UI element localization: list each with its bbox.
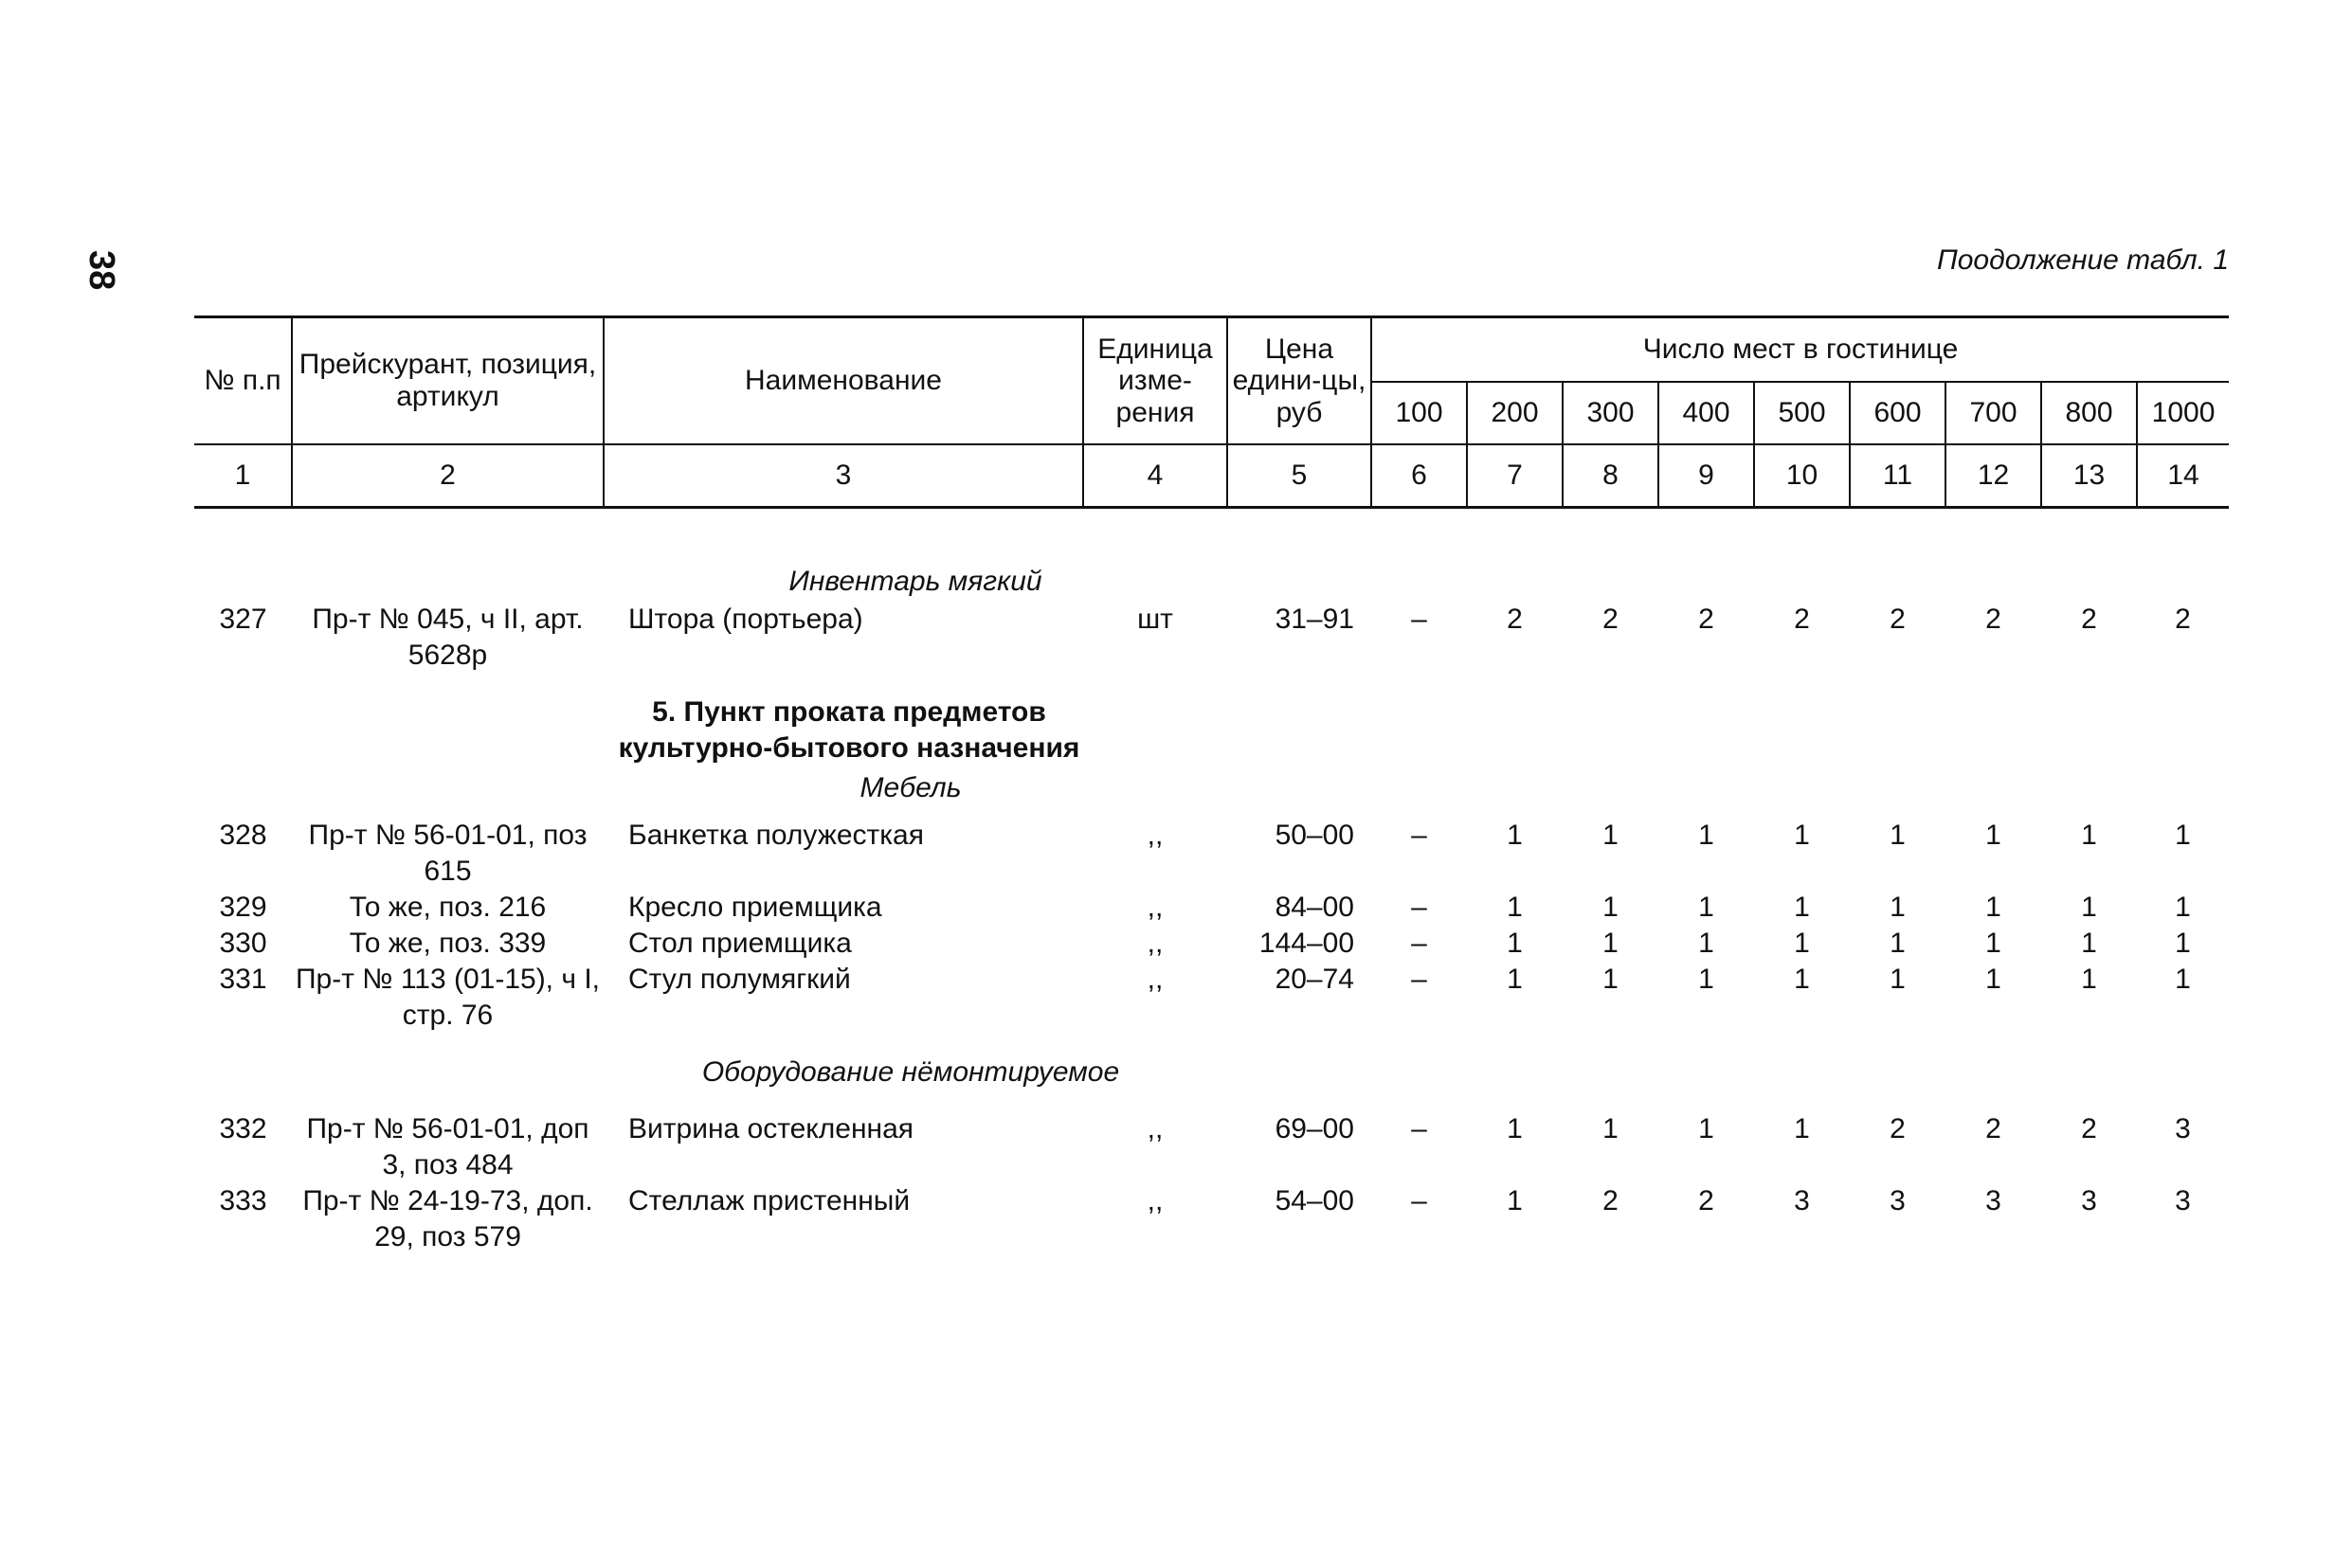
row-quantity: 3	[2175, 1113, 2191, 1144]
row-price-list-ref: Пр-т № 24-19-73, доп. 29, поз 579	[302, 1185, 593, 1253]
row-quantity: 1	[1890, 964, 1906, 995]
row-price: 54–00	[1275, 1185, 1354, 1217]
header-price-list: Прейскурант, позиция, артикул	[292, 317, 604, 445]
row-number: 327	[219, 604, 267, 635]
row-quantity: 1	[1602, 1113, 1619, 1144]
row-price-list-ref: Пр-т № 113 (01-15), ч I, стр. 76	[295, 964, 600, 1031]
row-quantity: 1	[1794, 928, 1810, 959]
header-capacity: 800	[2041, 382, 2137, 444]
column-number: 2	[292, 444, 604, 508]
row-price: 20–74	[1275, 964, 1354, 995]
row-quantity: 2	[1985, 604, 2001, 635]
row-unit: шт	[1137, 604, 1173, 635]
row-quantity: 1	[2175, 928, 2191, 959]
header-capacity: 100	[1371, 382, 1467, 444]
table-header	[194, 317, 2229, 508]
row-item-name: Штора (портьера)	[628, 604, 863, 635]
row-quantity: 1	[1794, 964, 1810, 995]
column-number: 4	[1083, 444, 1227, 508]
column-number: 11	[1850, 444, 1945, 508]
table-row	[194, 1111, 2229, 1183]
row-item-name: Витрина остекленная	[628, 1113, 914, 1144]
row-quantity: 1	[1602, 820, 1619, 851]
row-quantity: 1	[2175, 964, 2191, 995]
row-quantity: 2	[1698, 604, 1714, 635]
row-quantity: 1	[1985, 820, 2001, 851]
row-unit: ,,	[1147, 1113, 1164, 1144]
column-number: 6	[1371, 444, 1467, 508]
row-quantity: 1	[1794, 1113, 1810, 1144]
row-quantity: –	[1411, 964, 1427, 995]
column-number: 1	[194, 444, 292, 508]
row-item-name: Стул полумягкий	[628, 964, 851, 995]
row-quantity: –	[1411, 892, 1427, 923]
row-quantity: 3	[1985, 1185, 2001, 1217]
row-unit: ,,	[1147, 1185, 1164, 1217]
row-quantity: 2	[1794, 604, 1810, 635]
row-number: 329	[219, 892, 267, 923]
row-quantity: 1	[1985, 928, 2001, 959]
header-capacity: 600	[1850, 382, 1945, 444]
header-capacity: 1000	[2137, 382, 2229, 444]
table-row	[194, 818, 2229, 890]
column-number: 9	[1658, 444, 1754, 508]
row-quantity: 2	[1890, 1113, 1906, 1144]
row-unit: ,,	[1147, 964, 1164, 995]
row-quantity: 1	[1794, 820, 1810, 851]
section-heading-furniture: Мебель	[859, 772, 962, 803]
column-number: 14	[2137, 444, 2229, 508]
row-quantity: 2	[1602, 1185, 1619, 1217]
row-number: 332	[219, 1113, 267, 1144]
table-row	[194, 962, 2229, 1034]
row-quantity: 1	[2081, 820, 2097, 851]
table-row	[194, 926, 2229, 962]
row-price: 31–91	[1275, 604, 1354, 635]
row-quantity: 1	[1698, 964, 1714, 995]
row-quantity: 1	[1698, 892, 1714, 923]
row-unit: ,,	[1147, 928, 1164, 959]
row-quantity: 1	[2081, 964, 2097, 995]
header-name: Наименование	[604, 317, 1083, 445]
header-number: № п.п	[194, 317, 292, 445]
header-price: Цена едини-цы, руб	[1227, 317, 1371, 445]
row-quantity: 3	[1794, 1185, 1810, 1217]
row-number: 331	[219, 964, 267, 995]
row-quantity: 1	[1602, 964, 1619, 995]
column-number: 8	[1563, 444, 1658, 508]
row-price: 50–00	[1275, 820, 1354, 851]
row-quantity: 3	[1890, 1185, 1906, 1217]
row-quantity: 1	[2175, 892, 2191, 923]
row-quantity: 1	[1507, 1185, 1523, 1217]
row-price: 144–00	[1258, 928, 1354, 959]
continuation-label: Поодолжение табл. 1	[1937, 244, 2229, 276]
row-unit: ,,	[1147, 892, 1164, 923]
row-price-list-ref: Пр-т № 56-01-01, поз 615	[308, 820, 588, 887]
header-capacity: 400	[1658, 382, 1754, 444]
row-quantity: 1	[1698, 1113, 1714, 1144]
row-unit: ,,	[1147, 820, 1164, 851]
header-capacity: 200	[1467, 382, 1563, 444]
row-quantity: –	[1411, 820, 1427, 851]
row-price-list-ref: То же, поз. 216	[349, 892, 547, 923]
row-item-name: Стол приемщика	[628, 928, 852, 959]
row-price: 69–00	[1275, 1113, 1354, 1144]
header-capacity: 300	[1563, 382, 1658, 444]
row-item-name: Банкетка полужесткая	[628, 820, 924, 851]
row-quantity: 1	[1890, 820, 1906, 851]
row-quantity: 1	[1698, 820, 1714, 851]
section-heading-equipment: Оборудование нёмонтируемое	[701, 1056, 1120, 1088]
row-number: 333	[219, 1185, 267, 1217]
row-quantity: –	[1411, 604, 1427, 635]
row-quantity: –	[1411, 928, 1427, 959]
row-quantity: 1	[1985, 892, 2001, 923]
row-quantity: 1	[2081, 928, 2097, 959]
row-quantity: 1	[1890, 928, 1906, 959]
row-quantity: 2	[2081, 1113, 2097, 1144]
row-quantity: –	[1411, 1113, 1427, 1144]
table-row	[194, 890, 2229, 926]
section-heading-rental-point: 5. Пункт проката предметов культурно-бытового назначения	[618, 696, 1080, 764]
row-quantity: 1	[1602, 928, 1619, 959]
row-price-list-ref: Пр-т № 56-01-01, доп 3, поз 484	[306, 1113, 589, 1181]
column-number: 12	[1945, 444, 2041, 508]
header-unit: Единица изме-рения	[1083, 317, 1227, 445]
price-table	[194, 315, 2229, 1255]
row-quantity: 1	[1890, 892, 1906, 923]
row-quantity: 1	[1698, 928, 1714, 959]
table-row	[194, 1183, 2229, 1255]
row-quantity: 3	[2081, 1185, 2097, 1217]
row-price-list-ref: То же, поз. 339	[349, 928, 547, 959]
row-quantity: 2	[2081, 604, 2097, 635]
row-quantity: 2	[2175, 604, 2191, 635]
row-quantity: 2	[1890, 604, 1906, 635]
row-quantity: 1	[1985, 964, 2001, 995]
header-capacity: 500	[1754, 382, 1850, 444]
column-number: 3	[604, 444, 1083, 508]
row-quantity: –	[1411, 1185, 1427, 1217]
header-capacity: 700	[1945, 382, 2041, 444]
row-quantity: 1	[1794, 892, 1810, 923]
row-quantity: 1	[1507, 964, 1523, 995]
row-quantity: 1	[2081, 892, 2097, 923]
page-number: 38	[81, 250, 121, 291]
row-quantity: 1	[2175, 820, 2191, 851]
row-quantity: 1	[1507, 892, 1523, 923]
row-price: 84–00	[1275, 892, 1354, 923]
column-number: 5	[1227, 444, 1371, 508]
header-capacity-group: Число мест в гостинице	[1371, 317, 2229, 383]
row-number: 330	[219, 928, 267, 959]
row-price-list-ref: Пр-т № 045, ч II, арт. 5628р	[312, 604, 584, 671]
row-quantity: 2	[1507, 604, 1523, 635]
column-number: 7	[1467, 444, 1563, 508]
column-number: 13	[2041, 444, 2137, 508]
row-item-name: Стеллаж пристенный	[628, 1185, 911, 1217]
row-quantity: 1	[1507, 928, 1523, 959]
row-quantity: 1	[1507, 820, 1523, 851]
table-row	[194, 602, 2229, 674]
column-number: 10	[1754, 444, 1850, 508]
row-number: 328	[219, 820, 267, 851]
row-quantity: 2	[1698, 1185, 1714, 1217]
row-item-name: Кресло приемщика	[628, 892, 882, 923]
section-heading-soft-inventory: Инвентарь мягкий	[788, 566, 1042, 597]
row-quantity: 2	[1985, 1113, 2001, 1144]
row-quantity: 2	[1602, 604, 1619, 635]
table-body	[194, 508, 2229, 1256]
row-quantity: 1	[1602, 892, 1619, 923]
row-quantity: 1	[1507, 1113, 1523, 1144]
row-quantity: 3	[2175, 1185, 2191, 1217]
